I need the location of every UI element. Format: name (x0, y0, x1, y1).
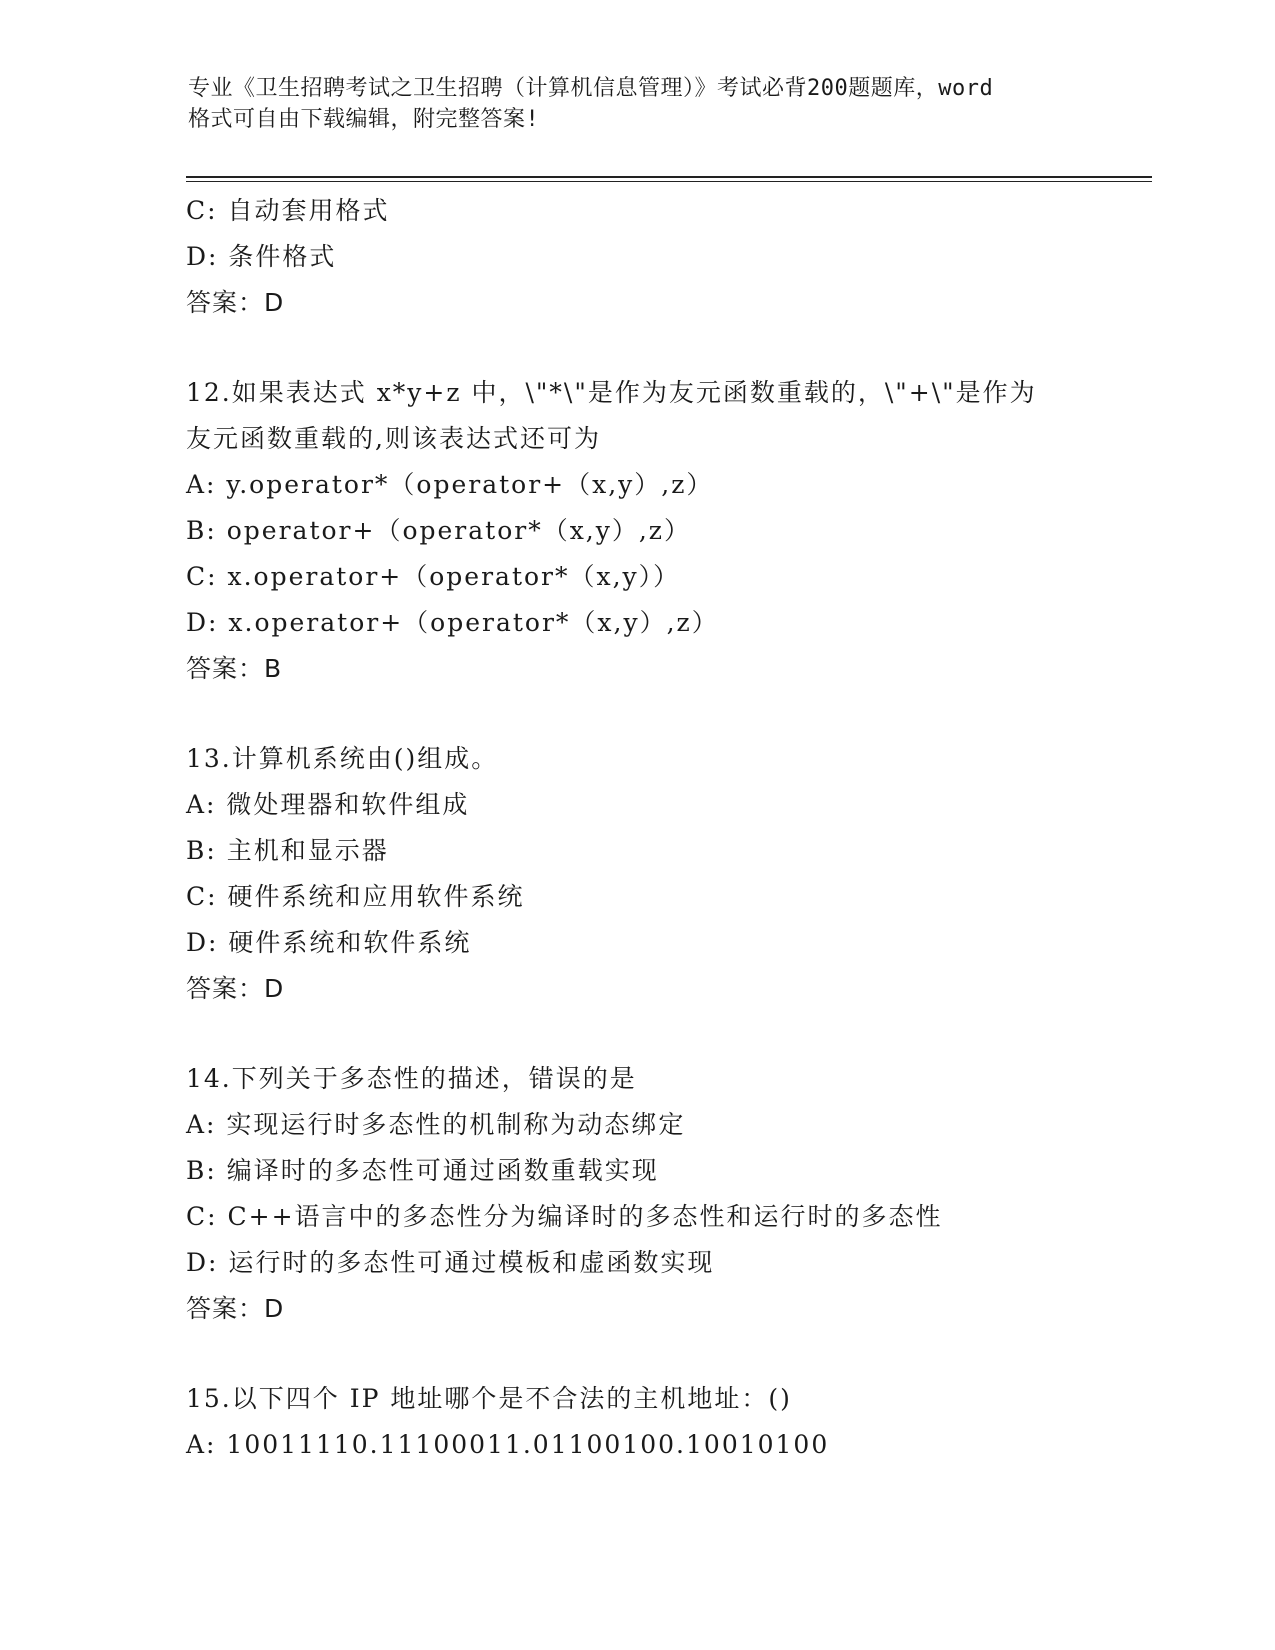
answer: 答案：D (186, 974, 285, 1003)
option-d: D: 条件格式 (186, 242, 337, 271)
option-c: C: 硬件系统和应用软件系统 (186, 882, 525, 911)
question-stem: 14.下列关于多态性的描述，错误的是 (186, 1064, 637, 1093)
document-header (188, 73, 1088, 135)
option-a: A: y.operator*（operator+（x,y）,z） (186, 470, 714, 499)
option-a: A: 实现运行时多态性的机制称为动态绑定 (186, 1110, 686, 1139)
question-12 (186, 370, 1166, 692)
option-d: D: 运行时的多态性可通过模板和虚函数实现 (186, 1248, 715, 1277)
answer: 答案：D (186, 1294, 285, 1323)
option-b: B: 编译时的多态性可通过函数重载实现 (186, 1156, 659, 1185)
header-divider-thick (186, 176, 1152, 178)
header-divider-thin (186, 181, 1152, 182)
question-15 (186, 1376, 1166, 1468)
question-14 (186, 1056, 1166, 1332)
option-a: A: 10011110.11100011.01100100.10010100 (186, 1430, 830, 1459)
question-13 (186, 736, 1166, 1012)
option-c: C: 自动套用格式 (186, 196, 390, 225)
question-list (186, 188, 1166, 1468)
option-c: C: C++语言中的多态性分为编译时的多态性和运行时的多态性 (186, 1202, 943, 1231)
option-d: D: x.operator+（operator*（x,y）,z） (186, 608, 719, 637)
option-a: A: 微处理器和软件组成 (186, 790, 470, 819)
question-11-tail (186, 188, 1166, 326)
option-b: B: operator+（operator*（x,y）,z） (186, 516, 691, 545)
option-b: B: 主机和显示器 (186, 836, 389, 865)
option-d: D: 硬件系统和软件系统 (186, 928, 472, 957)
question-stem-continued: 友元函数重载的,则该表达式还可为 (186, 424, 601, 453)
question-stem: 13.计算机系统由()组成。 (186, 744, 499, 773)
option-c: C: x.operator+（operator*（x,y）） (186, 562, 681, 591)
header-line-2: 格式可自由下载编辑，附完整答案! (188, 107, 540, 132)
question-stem: 12.如果表达式 x*y+z 中，\"*\"是作为友元函数重载的，\"+\"是作为 (186, 378, 1037, 407)
answer: 答案：B (186, 654, 283, 683)
question-stem: 15.以下四个 IP 地址哪个是不合法的主机地址：() (186, 1384, 792, 1413)
answer: 答案：D (186, 288, 285, 317)
header-line-1: 专业《卫生招聘考试之卫生招聘（计算机信息管理）》考试必背200题题库，word (188, 76, 994, 101)
